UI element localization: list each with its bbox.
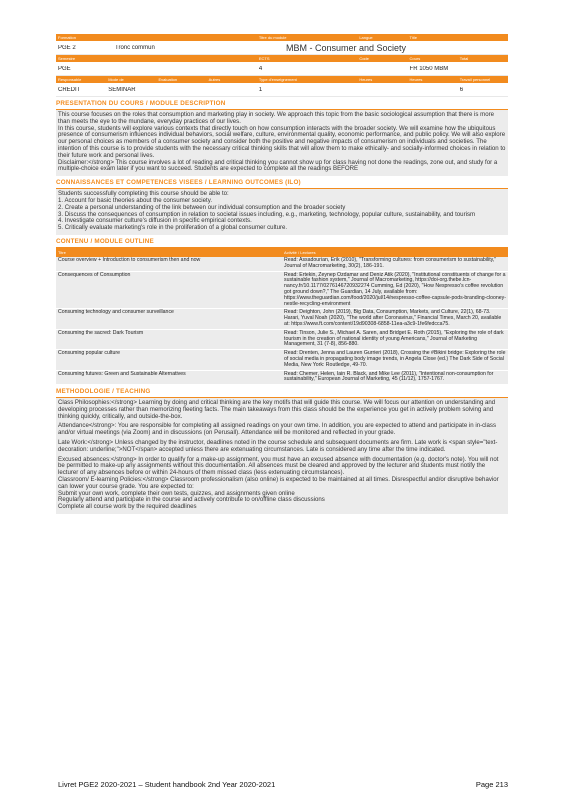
table-row xyxy=(56,329,508,349)
learning-outcomes-box xyxy=(56,189,508,235)
header-value: 1 xyxy=(258,87,263,93)
outline-reading: Read: Deighton, John (2019), Big Data, Consumption, Markets, and Culture, 22(1), 68-73. Harari, Yuval Noah (2020), "The world after Coronavirus," Financial Times, March 20, available at: https://www.ft.com/content/19d90308-6858-11ea-a3c9-1fe6fedcca75. xyxy=(282,309,508,329)
header-label: Travail personnel xyxy=(459,77,491,82)
outline-topic: Course overview + Introduction to consumerism then and now xyxy=(56,257,282,271)
outline-topic: Consuming futures: Green and Sustainable Alternatives xyxy=(56,370,282,385)
outline-reading: Read: Ertekin, Zeynep Ozdamar and Deniz Atik (2020), "Institutional constituents of change for a sustainable fashion system," Journal of Macromarketing, https://doi-org.thebe.lcn-nancy.fr/10.1177/0276146720932274 Cumming, Ed (2020), "How Nespresso's coffee revolution got ground down?," The Guardian, 14 July, available from: https://www.theguardian.com/food/2020/jul/14/nespresso-coffee-capsule-pods-branding-clooney-nestle-recycling-environment xyxy=(282,271,508,309)
header-row-3-labels xyxy=(56,76,508,84)
header-label: ECTS xyxy=(258,56,270,61)
outline-topic: Consuming technology and consumer surveillance xyxy=(56,309,282,329)
table-row xyxy=(56,257,508,271)
outline-topic: Consuming popular culture xyxy=(56,350,282,370)
presentation-paragraph: In this course, students will explore various contexts that directly touch on how consumption interacts with the broader society. We will examine how the ubiquitous presence of consumerism influences individual behaviors, social welfare, culture, environmental quality, economic performance, and public policy. We will also explore our personal choices as members of a consumer society and consider both the positive and negative impacts of consumerism on individuals and societies. The intention of this course is to provide students with the necessary critical thinking skills that will allow them to make ethically- and socially-informed choices in relation to their future work and personal lives. xyxy=(58,124,506,159)
methodology-paragraph: Attendance</strong>: You are responsible for completing all assigned readings on your own time. In addition, you are expected to attend and participate in in-class and/or virtual meetings (via Zoom) and in discussions (on Perusall). Attendance will be monitored and reflected in your grade. xyxy=(58,422,497,437)
methodology-paragraph: Late Work:</strong> Unless changed by the instructor, deadlines noted in the course schedule and subsequent documents are firm. Late work is <span style="text-decoration: underline;">NOT</span> accepted unless there are extenuating circumstances. Late is considered any time after the time indicated. xyxy=(58,439,498,453)
course-sheet xyxy=(56,34,508,514)
header-value: SEMINAR xyxy=(108,87,136,93)
footer-page-number: Page 213 xyxy=(475,780,508,789)
table-row xyxy=(56,370,508,385)
outline-topic: Consuming the sacred: Dark Tourism xyxy=(56,329,282,349)
header-label: Evaluation xyxy=(158,77,178,82)
table-row xyxy=(56,350,508,370)
header-label: Cours xyxy=(409,56,421,61)
header-row-2-values xyxy=(56,63,508,76)
header-value: FR 1050 MBM xyxy=(409,66,449,72)
module-title: MBM - Consumer and Society xyxy=(286,43,407,53)
header-label: Code xyxy=(359,56,369,61)
outline-reading: Read: Drenten, Jenna and Lauren Gurrieri (2018), Crossing the #Bikini bridge: Exploring the role of social media in propagating body image trends, in Angela Close (ed.) The Dark Side of Social Media, New York: Routledge, 49-70. xyxy=(282,350,508,370)
header-row-1-labels xyxy=(56,34,508,42)
header-value: PGE xyxy=(58,66,71,72)
outline-header-reading: Activité / Lectures xyxy=(282,248,508,257)
outcome-line: 1. Account for basic theories about the consumer society. xyxy=(58,196,213,204)
presentation-paragraph: Disclaimer:</strong> This course involves a lot of reading and critical thinking you cannot show up for class having not done the readings, zone out, and study for a multiple-choice exam later if you want to succeed. Students are expected to complete all the readings BEFORE xyxy=(58,158,498,173)
header-value: Tronc commun xyxy=(115,45,155,51)
outline-reading: Read: Chemer, Helen, Iain R. Black, and Mike Lee (2011), "Intentional non-consumption for sustainability," European Journal of Marketing, 45 (11/12), 1757-1767. xyxy=(282,370,508,385)
header-label: Total xyxy=(459,56,469,61)
footer-handbook-title: Livret PGE2 2020-2021 – Student handbook 2nd Year 2020-2021 xyxy=(58,780,276,789)
methodology-paragraph: Classroom/ E-learning Policies:</strong> Classroom professionalism (also online) is expected to be maintained at all times. Disrespectful and/or disruptive behavior can lower your course grade. You are expected to: xyxy=(58,476,499,490)
header-row-2-labels xyxy=(56,55,508,63)
methodology-paragraph: Complete all course work by the required deadlines xyxy=(58,503,197,511)
methodology-box xyxy=(56,398,508,514)
presentation-heading: PRESENTATION DU COURS / MODULE DESCRIPTION xyxy=(56,100,508,110)
outcome-line: 2. Create a personal understanding of the link between our individual consumption and the broader society xyxy=(58,203,346,211)
header-label: Responsable xyxy=(58,77,82,82)
header-label: Title xyxy=(409,35,417,40)
header-label: Semestre xyxy=(58,56,76,61)
header-label: Formation xyxy=(58,35,77,40)
header-label: Heures xyxy=(359,77,373,82)
table-row xyxy=(56,271,508,309)
methodology-heading: METHODOLOGIE / TEACHING xyxy=(56,388,508,398)
learning-outcomes-heading: CONNAISSANCES ET COMPETENCES VISEES / LEARNING OUTCOMES (ILO) xyxy=(56,179,508,189)
outcome-line: 3. Discuss the consequences of consumption in relation to societal issues including, e.g., marketing, technology, popular culture, sustainability, and tourism xyxy=(58,210,476,218)
header-value: 6 xyxy=(459,87,464,93)
outline-reading: Read: Tinson, Julie S., Michael A. Saren, and Bridget E. Roth (2015), "Exploring the role of dark tourism in the creation of national identity of young Americans," Journal of Marketing Management, 31 (7-8), 856-880. xyxy=(282,329,508,349)
header-value: CREDIT xyxy=(58,87,81,93)
outline-header-topic: Titre xyxy=(56,248,282,257)
header-label: Titre du module xyxy=(258,35,287,40)
outcome-line: Students successfully completing this course should be able to: xyxy=(58,190,229,198)
header-value: PGE 2 xyxy=(58,45,76,51)
header-row-1-values xyxy=(56,42,508,55)
outline-topic: Consequences of Consumption xyxy=(56,271,282,309)
header-label: Autres xyxy=(208,77,221,82)
module-outline-table xyxy=(56,248,508,385)
methodology-paragraph: Excused absences:</strong> In order to qualify for a make-up assignment, you must have an excused absence with documentation (e.g. doctor's note). You will not be permitted to make-up any assignments without this documentation. All absences must be cleared and approved by the lecturer and students must notify the lecturer of any absences before or within 24-hours of them missed class (less extenuating circumstances). xyxy=(58,455,499,477)
module-outline-heading: CONTENU / MODULE OUTLINE xyxy=(56,238,508,248)
outcome-line: 5. Critically evaluate marketing's role in the proliferation of a global consumer culture. xyxy=(58,224,288,232)
presentation-paragraph: This course focuses on the roles that consumption and marketing play in society. We approach this topic from the basic sociological assumption that there is more than meets the eye to the mundane, everyday practices of our lives. xyxy=(58,111,495,125)
methodology-paragraph: Class Philosophies:</strong> Learning by doing and critical thinking are the key motifs that will guide this course. We will focus our attention on understanding and developing processes rather than memorizing fleeting facts. The main takeaways from this class should be the experience you get in actively problem solving and thinking quickly, critically, and outside-the-box. xyxy=(58,399,496,420)
header-label: Mode de xyxy=(108,77,124,82)
header-row-3-values xyxy=(56,84,508,97)
methodology-paragraph: Submit your own work, complete their own tests, quizzes, and assignments given online xyxy=(58,489,295,497)
header-value: 4 xyxy=(258,66,263,72)
table-row xyxy=(56,309,508,329)
header-label: Heures xyxy=(409,77,423,82)
outline-reading: Read: Assadourian, Erik (2010), "Transforming cultures: from consumerism to sustainability," Journal of Macromarketing, 30(2), 186-191. xyxy=(282,257,508,271)
page-footer xyxy=(58,780,508,789)
methodology-paragraph: Regularly attend and participate in the course and actively contribute to on/offline class discussions xyxy=(58,496,325,504)
outcome-line: 4. Investigate consumer culture's diffusion in specific empirical contexts. xyxy=(58,217,252,225)
header-label: Langue xyxy=(359,35,373,40)
presentation-box xyxy=(56,110,508,176)
header-label: Type d'enseignement xyxy=(258,77,297,82)
